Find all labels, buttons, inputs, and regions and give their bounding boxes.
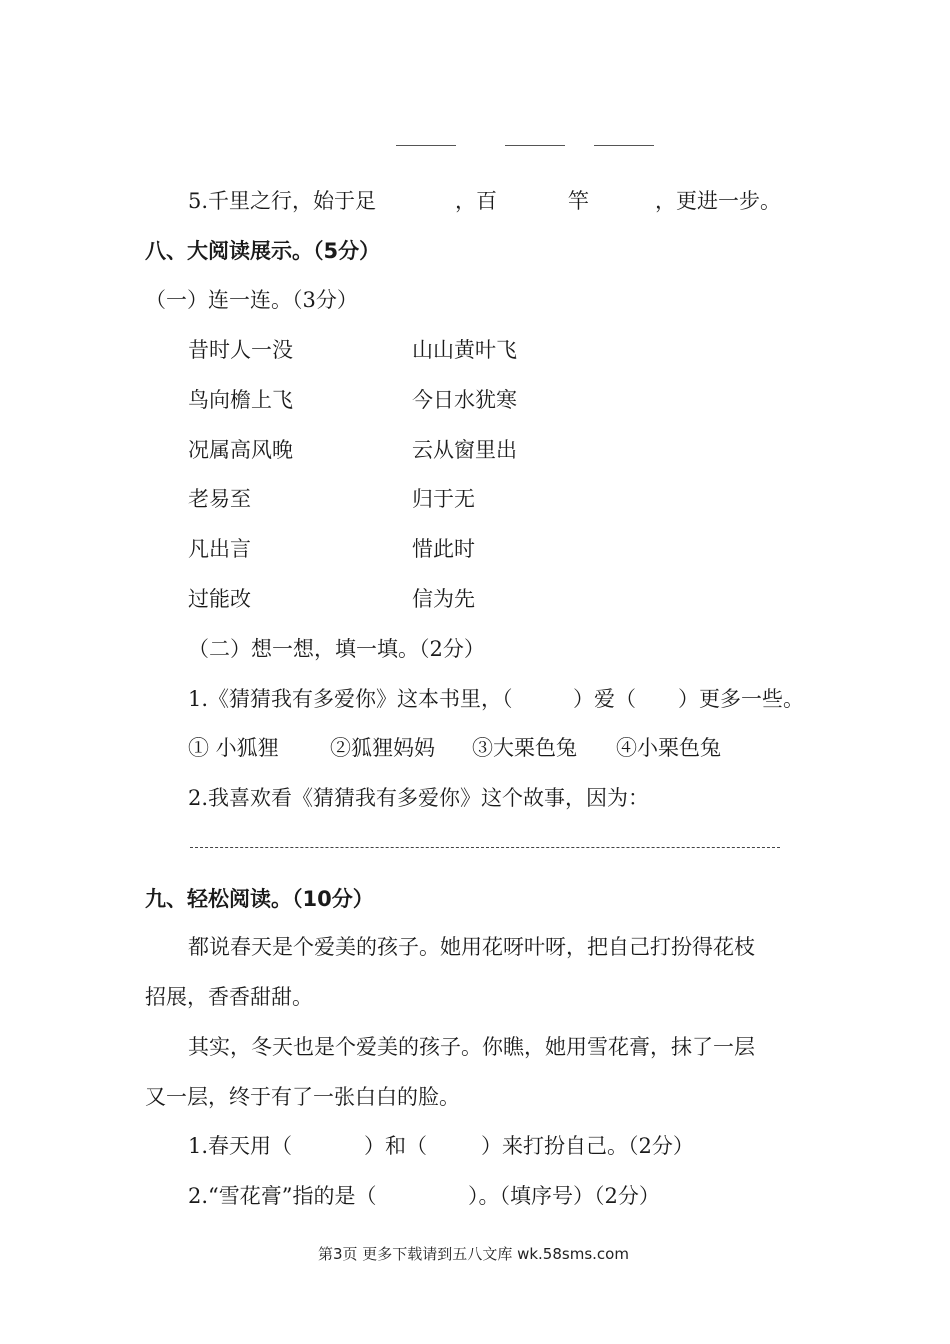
question-text: 2.“雪花膏”指的是（ [188,1184,377,1208]
answer-blank-line [505,145,565,146]
section-8-part-2-title: （二）想一想，填一填。（2分） [188,637,485,661]
matching-left-item: 鸟向檐上飞 [188,388,293,412]
question-text: ）来打扮自己。（2分） [481,1134,694,1158]
answer-option: ③大栗色兔 [472,736,577,760]
matching-left-item: 老易至 [188,487,251,511]
passage-line: 都说春天是个爱美的孩子。她用花呀叶呀，把自己打扮得花枝 [188,935,755,959]
answer-blank-line [594,145,654,146]
answer-option: ②狐狸妈妈 [330,736,435,760]
question-text: ）和（ [364,1134,427,1158]
passage-line: 招展，香香甜甜。 [145,985,313,1009]
matching-left-item: 况属高风晚 [188,438,293,462]
question-text: ）爱（ [573,687,636,711]
matching-right-item: 云从窗里出 [412,438,517,462]
answer-option: ① 小狐狸 [188,736,279,760]
section-8-title: 八、大阅读展示。（5分） [145,239,381,263]
item-text: ，更进一步。 [655,189,781,213]
question-text: ）。（填序号）（2分） [468,1184,660,1208]
page-footer: 第3页 更多下载请到五八文库 wk.58sms.com [318,1245,629,1263]
question-text: 1.《猜猜我有多爱你》这本书里，（ [188,687,513,711]
matching-right-item: 惜此时 [412,537,475,561]
question-text: 1.春天用（ [188,1134,293,1158]
item-text: ，百 [455,189,497,213]
answer-dashed-line [190,847,780,848]
item-text: 5.千里之行，始于足 [188,189,377,213]
section-8-part-1-title: （一）连一连。（3分） [145,288,358,312]
matching-left-item: 凡出言 [188,537,251,561]
matching-right-item: 归于无 [412,487,475,511]
item-text: 竿 [568,189,589,213]
passage-line: 其实，冬天也是个爱美的孩子。你瞧，她用雪花膏，抹了一层 [188,1035,755,1059]
section-8-question-2: 2.我喜欢看《猜猜我有多爱你》这个故事，因为： [188,786,650,810]
section-9-title: 九、轻松阅读。（10分） [145,887,374,911]
matching-left-item: 昔时人一没 [188,338,293,362]
matching-right-item: 今日水犹寒 [412,388,517,412]
passage-line: 又一层，终于有了一张白白的脸。 [145,1085,460,1109]
matching-left-item: 过能改 [188,587,251,611]
matching-right-item: 山山黄叶飞 [412,338,517,362]
answer-option: ④小栗色兔 [616,736,721,760]
question-text: ）更多一些。 [678,687,804,711]
matching-right-item: 信为先 [412,587,475,611]
answer-blank-line [396,145,456,146]
